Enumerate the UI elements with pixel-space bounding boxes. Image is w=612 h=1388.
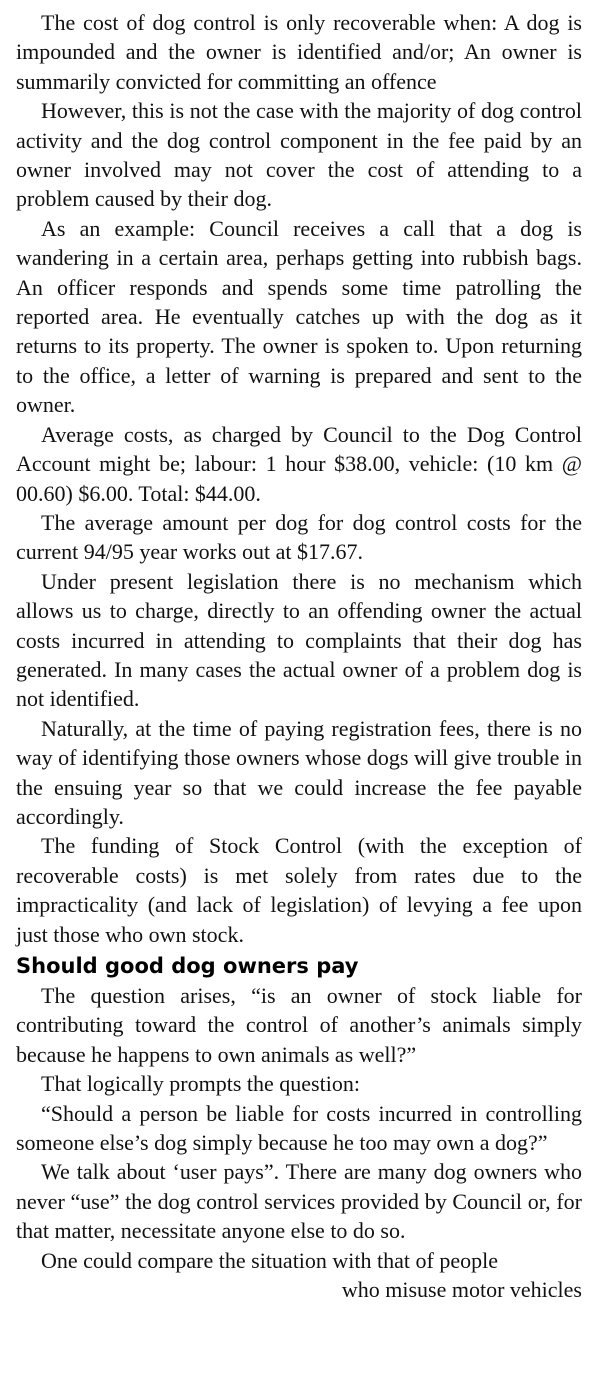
paragraph-majority-activity: However, this is not the case with the majority of dog control activity and the dog control component in the fee paid by an owner involved may not cover the cost of attending to a problem caused by their dog. <box>16 98 582 212</box>
paragraph-registration-fees: Naturally, at the time of paying registration fees, there is no way of identifying those owners whose dogs will give trouble in the ensuing year so that we could increase the fee payable accordingly. <box>16 715 582 829</box>
paragraph-average-amount: The average amount per dog for dog control costs for the current 94/95 year works out at $17.67. <box>16 509 582 565</box>
paragraph-stock-control: The funding of Stock Control (with the exception of recoverable costs) is met solely from rates due to the impracticality (and lack of legislation) of levying a fee upon just those who own stock. <box>16 833 582 947</box>
paragraph-legislation: Under present legislation there is no mechanism which allows us to charge, directly to an offending owner the actual costs incurred in attending to complaints that their dog has generated. In many cases the actual owner of a problem dog is not identified. <box>16 568 582 712</box>
article-page <box>16 8 582 1304</box>
paragraph-example: As an example: Council receives a call that a dog is wandering in a certain area, perhaps getting into rubbish bags. An officer responds and spends some time patrolling the reported area. He eventually catches up with the dog as it returns to its property. The owner is spoken to. Upon returning to the office, a letter of warning is prepared and sent to the owner. <box>16 215 582 418</box>
paragraph-cost-recoverable: The cost of dog control is only recoverable when: A dog is impounded and the owner is identified and/or; An owner is summarily convicted for committing an offence <box>16 10 582 94</box>
paragraph-person-liable: “Should a person be liable for costs incurred in controlling someone else’s dog simply because he too may own a dog?” <box>16 1100 582 1156</box>
continuation-line: who misuse motor vehicles <box>341 1277 582 1303</box>
paragraph-question-arises: The question arises, “is an owner of stock liable for contributing toward the control of another’s animals simply because he happens to own animals as well?” <box>16 983 582 1067</box>
paragraph-user-pays: We talk about ‘user pays”. There are many dog owners who never “use” the dog control services provided by Council or, for that matter, necessitate anyone else to do so. <box>16 1159 582 1244</box>
section-heading: Should good dog owners pay <box>16 954 359 978</box>
paragraph-average-costs: Average costs, as charged by Council to the Dog Control Account might be; labour: 1 hour $38.00, vehicle: (10 km @ 00.60) $6.00. Total: $44.00. <box>16 421 582 506</box>
paragraph-compare-situation: One could compare the situation with that of people <box>41 1247 498 1273</box>
paragraph-logical-prompt: That logically prompts the question: <box>41 1071 360 1097</box>
